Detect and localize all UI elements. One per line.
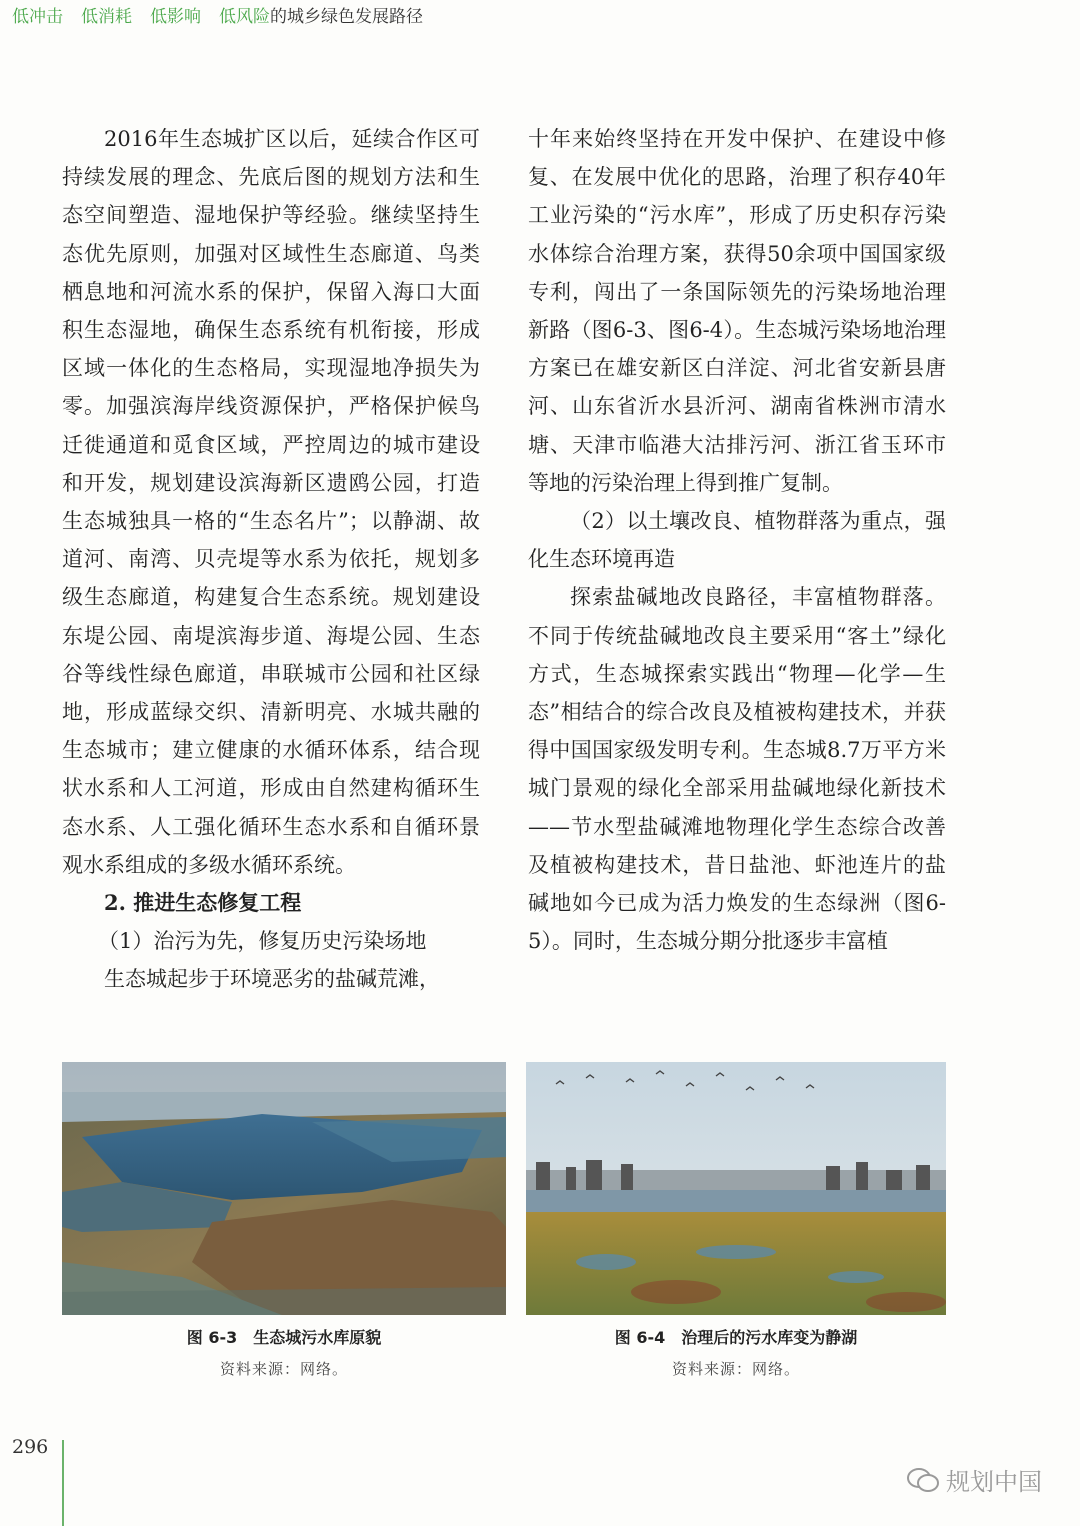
figure-6-3-caption: 图 6-3 生态城污水库原貌 (186, 1328, 382, 1347)
figure-6-4-caption: 图 6-4 治理后的污水库变为静湖 (614, 1328, 858, 1347)
header-part-3: 低影响 (150, 7, 201, 27)
page-number: 296 (12, 1436, 49, 1458)
figure-6-4-source: 资料来源：网络。 (671, 1360, 800, 1378)
right-text-column (528, 120, 946, 960)
left-paragraph-2: 生态城起步于环境恶劣的盐碱荒滩， (104, 967, 440, 992)
aerial-reservoir-image (62, 1062, 506, 1315)
header-part-1: 低冲击 (12, 7, 63, 27)
section-heading: 2. 推进生态修复工程 (104, 890, 302, 916)
right-paragraph-1: 十年来始终坚持在开发中保护、在建设中修复、在发展中优化的思路，治理了积存40年工业污染的“污水库”，形成了历史积存污染水体综合治理方案，获得50余项中国国家级专利，闯出了一条国际领先的污染场地治理新路（图6-3、图6-4）。生态城污染场地治理方案已在雄安新区白洋淀、河北省安新县唐河、山东省沂水县沂河、湖南省株洲市清水塘、天津市临港大沽排污河、浙江省玉环市等地的污染治理上得到推广复制。 (528, 127, 946, 495)
right-paragraph-2: 探索盐碱地改良路径，丰富植物群落。不同于传统盐碱地改良主要采用“客土”绿化方式，生态城探索实践出“物理—化学—生态”相结合的综合改良及植被构建技术，并获得中国国家级发明专利。生态城8.7万平方米城门景观的绿化全部采用盐碱地绿化新技术——节水型盐碱滩地物理化学生态综合改善及植被构建技术，昔日盐池、虾池连片的盐碱地如今已成为活力焕发的生态绿洲（图6-5）。同时，生态城分期分批逐步丰富植 (528, 585, 946, 954)
running-header (12, 2, 423, 32)
figure-6-3-source: 资料来源：网络。 (219, 1360, 348, 1378)
watermark (906, 1462, 1042, 1497)
left-paragraph-1: 2016年生态城扩区以后，延续合作区可持续发展的理念、先底后图的规划方法和生态空间塑造、湿地保护等经验。继续坚持生态优先原则，加强对区域性生态廊道、鸟类栖息地和河流水系的保护，保留入海口大面积生态湿地，确保生态系统有机衔接，形成区域一体化的生态格局，实现湿地净损失为零。加强滨海岸线资源保护，严格保护候鸟迁徙通道和觅食区域，严控周边的城市建设和开发，规划建设滨海新区遗鸥公园，打造生态城独具一格的“生态名片”；以静湖、故道河、南湾、贝壳堤等水系为依托，规划多级生态廊道，构建复合生态系统。规划建设东堤公园、南堤滨海步道、海堤公园、生态谷等线性绿色廊道，串联城市公园和社区绿地，形成蓝绿交织、清新明亮、水城共融的生态城市；建立健康的水循环体系，结合现状水系和人工河道，形成由自然建构循环生态水系、人工强化循环生态水系和自循环景观水系组成的多级水循环系统。 (62, 127, 480, 877)
header-suffix: 的城乡绿色发展路径 (270, 7, 423, 27)
subheading-2: （2）以土壤改良、植物群落为重点，强化生态环境再造 (528, 509, 946, 572)
header-part-4: 低风险 (219, 7, 270, 27)
lake-wetland-image (526, 1062, 946, 1315)
figure-6-3-photo (62, 1062, 506, 1315)
header-part-2: 低消耗 (81, 7, 132, 27)
subheading-1: （1）治污为先，修复历史污染场地 (98, 929, 427, 954)
figure-6-4-photo (526, 1062, 946, 1315)
wechat-icon (906, 1467, 940, 1493)
left-text-column (62, 120, 480, 999)
watermark-text: 规划中国 (946, 1468, 1042, 1496)
margin-rule (62, 1440, 64, 1526)
